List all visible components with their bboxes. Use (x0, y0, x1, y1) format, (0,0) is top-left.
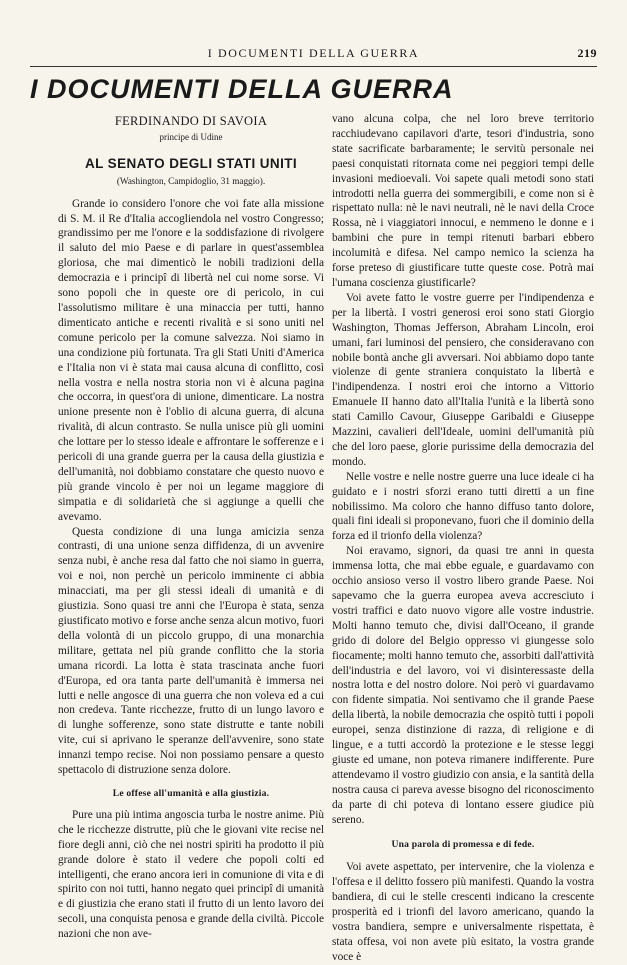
paragraph: Voi avete fatto le vostre guerre per l'indipendenza e per la libertà. I vostri generosi eroi sono stati Giorgio Washington, Thomas Jefferson, Abraham Lincoln, eroi umani, fari luminosi del pensiero, che consideravano con nobile bontà anche gli avversari. Noi abbiamo dopo tante violenze di gente straniera conquistato la libertà e l'indipendenza. I nostri eroi che intorno a Vittorio Emanuele II hanno dato all'Italia l'unità e la libertà sono stati Camillo Cavour, Giuseppe Garibaldi e Giuseppe Mazzini, cavalieri dell'Ideale, uomini dell'umanità più che del loro paese, glorie purissime della democrazia del mondo. (332, 291, 594, 468)
paragraph: Voi avete aspettato, per intervenire, che la violenza e l'offesa e il delitto fossero più manifesti. Quando la vostra bandiera, di cui le stelle crescenti indicano la crescente prosperità ed i trionfi del lavoro americano, quando la vostra bandiera, sempre e universalmente rispettata, è stata offesa, voi non avete più esitato, la vostra grande voce è (332, 861, 594, 963)
author-name: FERDINANDO DI SAVOIA (114, 114, 268, 128)
paragraph: Noi eravamo, signori, da quasi tre anni in questa immensa lotta, che mai ebbe eguale, e guardavamo con occhio ansioso verso il vostro libero grande Paese. Noi sapevamo che la guerra europea aveva accresciuto i vostri traffici e dato nuovo vigore alle vostre industrie. Molti hanno temuto che, divisi dall'Oceano, il grande grido di dolore del Belgio oppresso vi giungesse solo fiocamente; molti hanno temuto che, assorbiti dall'attività dell'industria e del lavoro, voi vi disinteressaste della nostra lotta e del nostro dolore. Noi però vi guardavamo con fidente simpatia. Noi sentivamo che il grande Paese della libertà, la nobile democrazia che ospitò tutti i popoli europei, senza distinzione di razza, di religione e di lingue, e a tutti accordò la protezione e le stesse leggi giuste ed umane, non poteva rimanere indifferente. Pure attendevamo il vostro giudizio con ansia, e la santità della nostra causa ci pareva avesse bisogno del riconoscimento da parte di chi poteva di lontano essere giudice più sereno. (332, 545, 594, 826)
author-title: principe di Udine (159, 131, 223, 142)
paragraph: Nelle vostre e nelle nostre guerre una luce ideale ci ha guidato e i nostri sforzi erano tutti diretti a un fine nobilissimo. Ma coloro che hanno diffuso tanto dolore, quali fini ideali si proponevano, fuori che il dominio della forza ed il trionfo della violenza? (332, 470, 594, 543)
right-column (332, 112, 594, 965)
dateline: (Washington, Campidoglio, 31 maggio). (116, 175, 266, 186)
subheading: Una parola di promessa e di fede. (391, 838, 535, 850)
page-number: 219 (577, 46, 597, 60)
paragraph: Pure una più intima angoscia turba le nostre anime. Più che le ricchezze distrutte, più che le giovani vite recise nel fiore degli anni, ciò che nei nostri spiriti ha prodotto il più grande dolore è stato il vedere che popoli colti ed intelligenti, che erano ancora ieri in comunione di vita e di spirito con noi tutti, hanno negato quei principî di umanità e di giustizia che erano stati il frutto di un lento lavoro dei secoli, una conquista penosa e grande della civiltà. Piccole nazioni che non ave- (58, 808, 324, 941)
header-rule (30, 66, 597, 67)
left-column (58, 112, 324, 942)
subheading: Le offese all'umanità e alla giustizia. (112, 787, 270, 799)
section-masthead: I DOCUMENTI DELLA GUERRA (30, 74, 454, 104)
running-head (30, 46, 597, 62)
paragraph: vano alcuna colpa, che nel loro breve territorio racchiudevano capilavori d'arte, tesori d'industria, sono state sacrificate barbaramente; le servitù personale nei paesi conquistati ritornata come nei peggiori tempi delle invasioni medioevali. Voi sapete quali metodi sono stati introdotti nella guerra dei sommergibili, e come non si è rispettato nulla: nè le navi neutrali, nè le navi della Croce Rossa, nè i viaggiatori innocui, e nemmeno le donne e i bambini che pure in tempi ritenuti barbari ebbero incolumità e difesa. Nel campo nemico la scienza ha forse preteso di giustificare tutte queste cose. Potrà mai l'umana coscienza giustificarle? (332, 113, 594, 289)
article-title: AL SENATO DEGLI STATI UNITI (84, 155, 298, 171)
paragraph: Grande io considero l'onore che voi fate alla missione di S. M. il Re d'Italia accogliendola nel vostro Congresso; grandissimo per me l'onore e la soddisfazione di rivolgere il saluto del mio Paese e di parlare in quest'assemblea gloriosa, che mai dimenticò le nobili tradizioni della democrazia e i principî di libertà nel cui nome sorse. Vi sono popoli che in queste ore di pericolo, in cui l'assolutismo militare è una minaccia per tutti, hanno dimenticato antiche e recenti rivalità e si sono uniti nel comune pericolo per la comune salvezza. Noi siamo in una condizione più fortunata. Tra gli Stati Uniti d'America e l'Italia non vi è stata mai causa alcuna di conflitto, così nella vostra e nella nostra storia non vi è alcuna pagina che occorra, in quest'ora di unione, dimenticare. La nostra unione presente non è l'oblio di alcuna guerra, di alcuna rivalità, di alcun contrasto. Se nulla unisce più gli uomini che lottare per lo stesso ideale e affrontare le sofferenze e i pericoli di una grande guerra per la causa della giustizia e dell'umanità, noi dobbiamo constatare che questo nuovo e più grande vincolo è per noi un legame maggiore di simpatia e di solidarietà che si aggiunge a quelli che avevamo. (58, 197, 324, 523)
running-title: I DOCUMENTI DELLA GUERRA (207, 46, 420, 60)
paragraph: Questa condizione di una lunga amicizia senza contrasti, di una unione senza diffidenza, di un avvenire senza nubi, è anche resa dal fatto che noi siamo in guerra, voi e noi, non perchè un pericolo imminente ci abbia minacciati, ma per gli stessi ideali di umanità e di giustizia. Sono quasi tre anni che l'Europa è stata, senza giustificato motivo e forse anche senza alcun motivo, fuori della volontà di un piccolo gruppo, di una monarchia militare, gettata nel più grande conflitto che la storia umana ricordi. La lotta è stata trascinata anche fuori d'Europa, ed ora tanta parte dell'umanità è immersa nei lutti e nelle angosce di una guerra che non voleva ed a cui non credeva. Tante ricchezze, frutto di un lungo lavoro e di lunghe sofferenze, sono state distrutte e tante nobili vite, cui si aprivano le speranze dell'avvenire, sono state innanzi tempo recise. Noi non possiamo pensare a questo spettacolo di distruzione senza dolore. (58, 525, 324, 777)
